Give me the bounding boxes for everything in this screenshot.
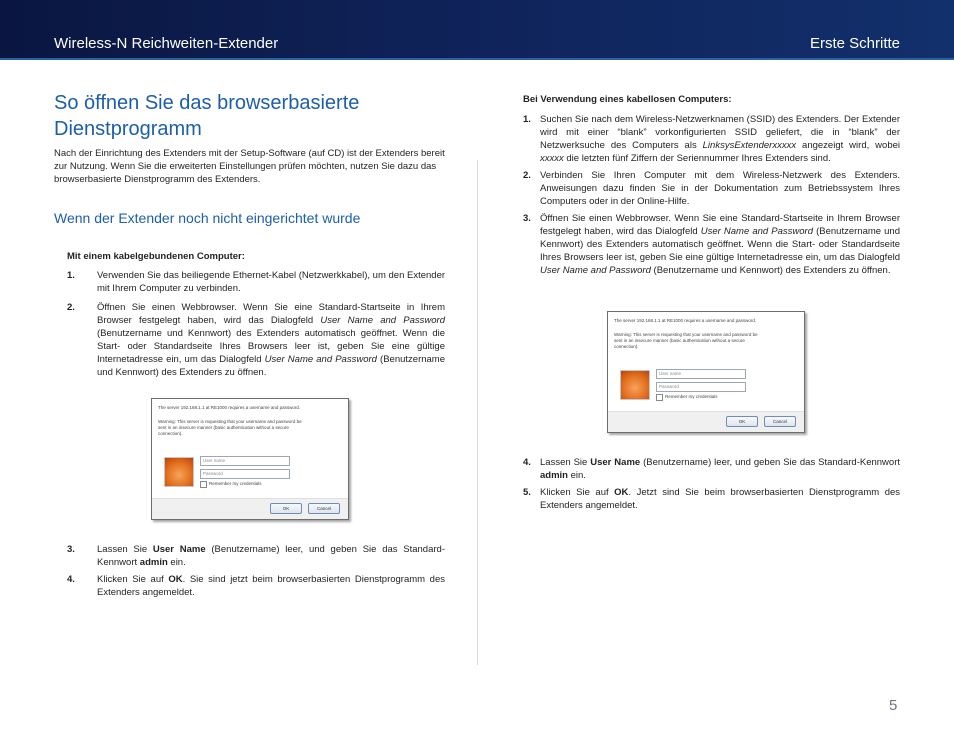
cancel-button[interactable]: Cancel	[764, 416, 796, 427]
password-field[interactable]: Password	[656, 382, 746, 392]
dialog-server-text: The server 192.168.1.1 at RE1000 requires a username and password.	[614, 318, 757, 323]
left-step-4	[67, 573, 445, 599]
right-step-4	[523, 456, 900, 482]
step-text: Klicken Sie auf OK. Jetzt sind Sie beim browserbasierten Dienstprogramm des Extenders angemeldet.	[540, 487, 901, 511]
right-step-1	[523, 113, 900, 165]
step-number: 1.	[67, 270, 75, 281]
wired-label: Mit einem kabelgebundenen Computer:	[67, 251, 245, 262]
product-title: Wireless-N Reichweiten-Extender	[54, 35, 279, 52]
username-field[interactable]: User name	[200, 456, 290, 466]
step-number: 3.	[67, 544, 75, 555]
step-text: Öffnen Sie einen Webbrowser. Wenn Sie eine Standard-Startseite in Ihrem Browser festgelegt haben, wird das Dialogfeld User Name and Password (Benutzername und Kennwort) des Extenders automatisch geöffnet. Wenn die Start- oder Standardseite Ihres Browsers leer ist, geben Sie eine gültige Internetadresse ein, um das Dialogfeld User Name and Password (Benutzername und Kennwort) des Extenders zu öffnen.	[540, 213, 900, 276]
left-step-1	[67, 269, 445, 295]
page-number: 5	[889, 697, 898, 714]
step-number: 4.	[523, 457, 531, 468]
remember-checkbox[interactable]	[200, 481, 207, 488]
ok-button[interactable]: OK	[726, 416, 758, 427]
ok-button[interactable]: OK	[270, 503, 302, 514]
step-text: Lassen Sie User Name (Benutzername) leer, und geben Sie das Standard-Kennwort admin ein.	[540, 457, 900, 481]
dialog-warning-line: connection).	[614, 344, 639, 349]
right-step-3	[523, 212, 900, 277]
left-step-2	[67, 301, 445, 379]
dialog-server-text: The server 192.168.1.1 at RE1000 requires a username and password.	[158, 405, 301, 410]
step-text: Klicken Sie auf OK. Sie sind jetzt beim browserbasierten Dienstprogramm des Extenders angemeldet.	[97, 574, 445, 598]
step-number: 2.	[523, 170, 531, 181]
step-number: 4.	[67, 574, 75, 585]
step-text: Verwenden Sie das beiliegende Ethernet-Kabel (Netzwerkkabel), um den Extender mit Ihrem Computer zu verbinden.	[97, 270, 446, 294]
dialog-warning-line: Warning: This server is requesting that your username and password be	[158, 419, 302, 424]
page-title: So öffnen Sie das browserbasierte Dienstprogramm	[54, 92, 360, 140]
right-step-5	[523, 486, 900, 512]
user-avatar-icon	[620, 370, 650, 400]
login-dialog-screenshot	[607, 311, 805, 433]
step-text: Lassen Sie User Name (Benutzername) leer, und geben Sie das Standard-Kennwort admin ein.	[97, 544, 445, 568]
step-number: 2.	[67, 302, 75, 313]
remember-checkbox[interactable]	[656, 394, 663, 401]
user-avatar-icon	[164, 457, 194, 487]
section-title: Erste Schritte	[809, 35, 900, 52]
dialog-warning-line: Warning: This server is requesting that your username and password be	[614, 332, 758, 337]
right-step-2	[523, 169, 900, 208]
login-dialog-screenshot	[151, 398, 349, 520]
username-field[interactable]: User name	[656, 369, 746, 379]
intro-paragraph: Nach der Einrichtung des Extenders mit der Setup-Software (auf CD) ist der Extenders bereit zur Nutzung. Wenn Sie die erweiterten Einstellungen prüfen möchten, nutzen Sie dazu das browserbasierte Dienstprogramm des Extenders.	[54, 148, 445, 185]
section-subtitle: Wenn der Extender noch nicht eingerichtet wurde	[54, 210, 361, 226]
step-number: 5.	[523, 487, 531, 498]
dialog-warning-line: sent in an insecure manner (basic authentication without a secure	[614, 338, 745, 343]
password-field[interactable]: Password	[200, 469, 290, 479]
left-step-3	[67, 543, 445, 569]
step-text: Suchen Sie nach dem Wireless-Netzwerknamen (SSID) des Extenders. Der Extender wird mit einer “blank” vorkonfigurierten SSID geliefert, die in “blank” der Netzwerksuche des Computers als LinksysExtenderxxxxx angezeigt wird, wobei xxxxx die letzten fünf Ziffern der Seriennummer Ihres Extenders sind.	[540, 114, 901, 164]
dialog-warning-line: connection).	[158, 431, 183, 436]
remember-label: Remember my credentials	[209, 481, 262, 486]
step-text: Öffnen Sie einen Webbrowser. Wenn Sie eine Standard-Startseite in Ihrem Browser festgelegt haben, wird das Dialogfeld User Name and Password (Benutzername und Kennwort) des Extenders automatisch geöffnet. Wenn die Start- oder Standardseite Ihres Browsers leer ist, geben Sie eine gültige Internetadresse ein, um das Dialogfeld User Name and Password (Benutzername und Kennwort) des Extenders zu öffnen.	[97, 302, 445, 378]
page-header	[0, 0, 954, 60]
remember-label: Remember my credentials	[665, 394, 718, 399]
step-number: 3.	[523, 213, 531, 224]
dialog-warning-line: sent in an insecure manner (basic authentication without a secure	[158, 425, 289, 430]
column-divider	[477, 160, 478, 665]
step-number: 1.	[523, 114, 531, 125]
step-text: Verbinden Sie Ihren Computer mit dem Wireless-Netzwerk des Extenders. Anweisungen dazu finden Sie in der Dokumentation zum Betriebssystem Ihres Computers oder in der Online-Hilfe.	[540, 170, 900, 207]
wireless-label: Bei Verwendung eines kabellosen Computers:	[523, 94, 732, 105]
cancel-button[interactable]: Cancel	[308, 503, 340, 514]
